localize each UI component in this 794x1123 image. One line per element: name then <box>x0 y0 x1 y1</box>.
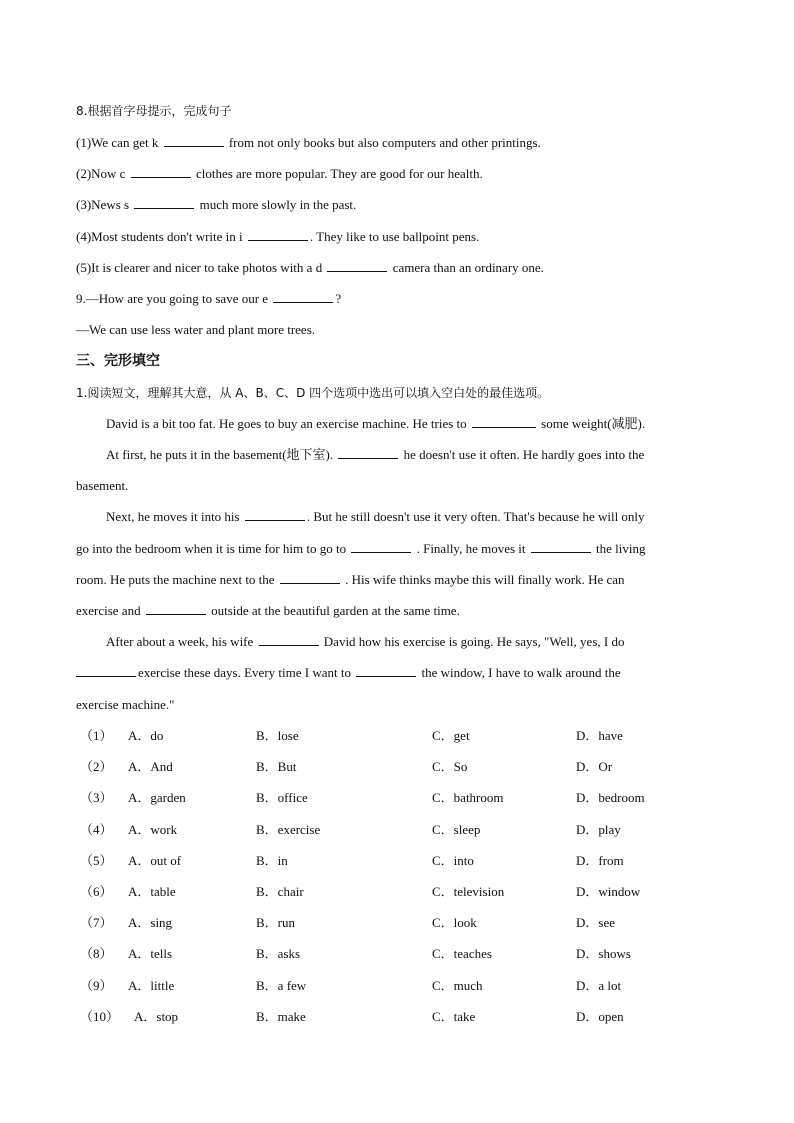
option-a[interactable]: A．out of <box>128 853 182 868</box>
cloze-instruction: 1.阅读短文，理解其大意，从 A、B、C、D 四个选项中选出可以填入空白处的最佳选项。 <box>76 386 550 400</box>
option-number: （10） <box>80 1009 120 1024</box>
question-8-sentence-5: (5)It is clearer and nicer to take photos with a d camera than an ordinary one. <box>76 260 544 275</box>
option-b[interactable]: B．make <box>256 1009 306 1024</box>
option-a[interactable]: A．little <box>128 978 175 993</box>
answer-blank[interactable] <box>280 570 340 584</box>
option-d[interactable]: D．a lot <box>576 978 622 993</box>
answer-blank[interactable] <box>351 539 411 553</box>
option-d[interactable]: D．bedroom <box>576 790 645 805</box>
answer-blank[interactable] <box>245 507 305 521</box>
cloze-passage-line: go into the bedroom when it is time for him to go to . Finally, he moves it the living <box>76 541 646 556</box>
option-row <box>76 976 716 996</box>
option-b[interactable]: B．asks <box>256 946 301 961</box>
answer-blank[interactable] <box>273 289 333 303</box>
cloze-passage-line: exercise machine." <box>76 697 175 712</box>
option-row <box>76 726 716 746</box>
answer-blank[interactable] <box>531 539 591 553</box>
option-b[interactable]: B．a few <box>256 978 307 993</box>
option-row <box>76 851 716 871</box>
option-number: （2） <box>80 759 113 774</box>
option-number: （5） <box>80 853 113 868</box>
section-3-title: 三、完形填空 <box>76 353 160 369</box>
option-number: （9） <box>80 978 113 993</box>
option-a[interactable]: A．work <box>128 822 178 837</box>
option-c[interactable]: C．into <box>432 853 474 868</box>
answer-blank[interactable] <box>327 258 387 272</box>
cloze-passage-line: exercise and outside at the beautiful garden at the same time. <box>76 603 460 618</box>
option-d[interactable]: D．play <box>576 822 621 837</box>
option-b[interactable]: B．chair <box>256 884 304 899</box>
option-b[interactable]: B．lose <box>256 728 299 743</box>
option-c[interactable]: C．look <box>432 915 477 930</box>
option-a[interactable]: A．table <box>128 884 176 899</box>
question-8-sentence-4: (4)Most students don't write in i . They like to use ballpoint pens. <box>76 229 480 244</box>
option-number: （7） <box>80 915 113 930</box>
option-row <box>76 913 716 933</box>
option-d[interactable]: D．open <box>576 1009 624 1024</box>
answer-blank[interactable] <box>76 663 136 677</box>
option-a[interactable]: A．do <box>128 728 164 743</box>
cloze-passage-line: David is a bit too fat. He goes to buy an exercise machine. He tries to some weight(减肥). <box>106 416 646 431</box>
option-d[interactable]: D．window <box>576 884 641 899</box>
question-8-sentence-2: (2)Now c clothes are more popular. They are good for our health. <box>76 166 483 181</box>
cloze-passage-line: room. He puts the machine next to the . His wife thinks maybe this will finally work. He can <box>76 572 625 587</box>
answer-blank[interactable] <box>472 414 536 428</box>
option-b[interactable]: B．exercise <box>256 822 321 837</box>
option-c[interactable]: C．get <box>432 728 470 743</box>
option-row <box>76 788 716 808</box>
option-c[interactable]: C．teaches <box>432 946 492 961</box>
answer-blank[interactable] <box>338 445 398 459</box>
option-a[interactable]: A．garden <box>128 790 186 805</box>
option-c[interactable]: C．sleep <box>432 822 481 837</box>
question-9-prompt: 9.—How are you going to save our e ? <box>76 291 342 306</box>
answer-blank[interactable] <box>164 133 224 147</box>
option-c[interactable]: C．take <box>432 1009 476 1024</box>
option-number: （1） <box>80 728 113 743</box>
cloze-passage-line: After about a week, his wife David how his exercise is going. He says, "Well, yes, I do <box>106 634 625 649</box>
question-8-sentence-1: (1)We can get k from not only books but also computers and other printings. <box>76 135 541 150</box>
option-b[interactable]: B．But <box>256 759 297 774</box>
option-row <box>76 820 716 840</box>
option-row <box>76 1007 716 1027</box>
option-b[interactable]: B．office <box>256 790 308 805</box>
answer-blank[interactable] <box>134 195 194 209</box>
option-a[interactable]: A．And <box>128 759 173 774</box>
option-row <box>76 757 716 777</box>
option-c[interactable]: C．television <box>432 884 505 899</box>
answer-blank[interactable] <box>259 632 319 646</box>
cloze-passage-line: Next, he moves it into his . But he still doesn't use it very often. That's because he will only <box>106 509 645 524</box>
answer-blank[interactable] <box>356 663 416 677</box>
cloze-passage-line: exercise these days. Every time I want to the window, I have to walk around the <box>76 663 710 683</box>
option-number: （4） <box>80 822 113 837</box>
option-c[interactable]: C．much <box>432 978 483 993</box>
option-d[interactable]: D．shows <box>576 946 631 961</box>
cloze-passage-line: basement. <box>76 478 129 493</box>
option-b[interactable]: B．in <box>256 853 288 868</box>
answer-blank[interactable] <box>146 601 206 615</box>
option-number: （8） <box>80 946 113 961</box>
question-8-title: 8.根据首字母提示，完成句子 <box>76 104 232 118</box>
option-number: （3） <box>80 790 113 805</box>
question-9-answer: —We can use less water and plant more trees. <box>76 322 316 337</box>
question-8-sentence-3: (3)News s much more slowly in the past. <box>76 197 357 212</box>
cloze-passage-line: At first, he puts it in the basement(地下室). he doesn't use it often. He hardly goes into the <box>106 447 645 462</box>
option-a[interactable]: A．stop <box>134 1009 179 1024</box>
option-c[interactable]: C．So <box>432 759 468 774</box>
option-c[interactable]: C．bathroom <box>432 790 504 805</box>
option-row <box>76 944 716 964</box>
option-b[interactable]: B．run <box>256 915 296 930</box>
answer-blank[interactable] <box>248 227 308 241</box>
option-d[interactable]: D．from <box>576 853 624 868</box>
option-a[interactable]: A．sing <box>128 915 173 930</box>
option-a[interactable]: A．tells <box>128 946 173 961</box>
option-number: （6） <box>80 884 113 899</box>
answer-blank[interactable] <box>131 164 191 178</box>
option-d[interactable]: D．have <box>576 728 623 743</box>
option-d[interactable]: D．Or <box>576 759 613 774</box>
option-row <box>76 882 716 902</box>
option-d[interactable]: D．see <box>576 915 615 930</box>
